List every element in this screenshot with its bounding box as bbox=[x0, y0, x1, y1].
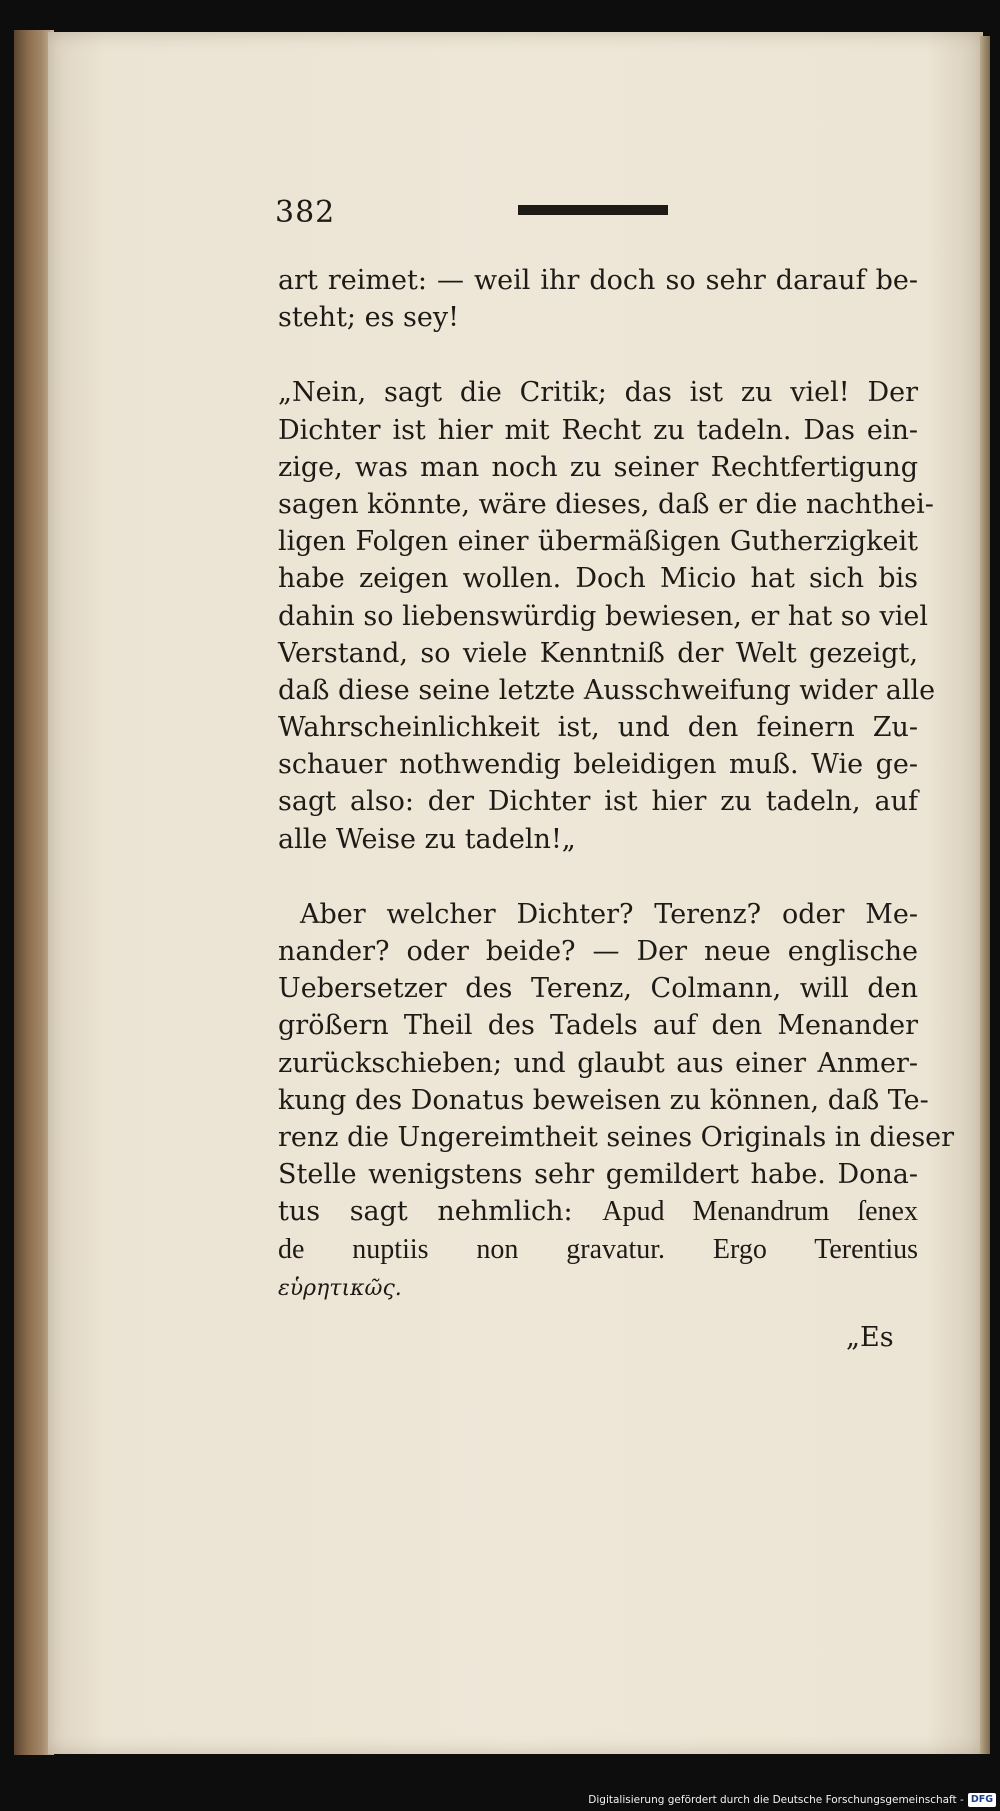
text-line: Wahrscheinlichkeit ist, und den feinern Zu- bbox=[278, 712, 918, 744]
latin-quote: de nuptiis non gravatur. Ergo Terentius bbox=[278, 1233, 918, 1265]
text-line: größern Theil des Tadels auf den Menander bbox=[278, 1010, 918, 1042]
text-line: „Nein, sagt die Critik; das ist zu viel! Der bbox=[278, 377, 918, 409]
page-right-edge bbox=[980, 36, 990, 1754]
text-line: zige, was man noch zu seiner Rechtfertigung bbox=[278, 451, 918, 483]
text-line: art reimet: — weil ihr doch so sehr darauf be- bbox=[278, 265, 918, 296]
mixed-text-line bbox=[278, 1231, 918, 1268]
text-line: habe zeigen wollen. Doch Micio hat sich bis bbox=[278, 563, 918, 595]
fraktur-fragment: tus sagt nehmlich: bbox=[278, 1196, 573, 1228]
greek-word: εὑρητικῶς. bbox=[278, 1275, 402, 1301]
text-line: alle Weise zu tadeln!„ bbox=[278, 823, 576, 855]
text-line: Uebersetzer des Terenz, Colmann, will den bbox=[278, 973, 918, 1005]
text-line: renz die Ungereimtheit seines Originals in dieser bbox=[278, 1121, 955, 1153]
text-line: Verstand, so viele Kenntniß der Welt gezeigt, bbox=[278, 637, 918, 669]
paragraph-gap bbox=[278, 858, 918, 896]
page-number: 382 bbox=[275, 195, 336, 230]
text-line: daß diese seine letzte Ausschweifung wider alle bbox=[278, 674, 936, 706]
mixed-text-line bbox=[278, 1193, 918, 1230]
text-line: Stelle wenigstens sehr gemildert habe. Dona- bbox=[278, 1159, 918, 1191]
text-line: zurückschieben; und glaubt aus einer Anmer- bbox=[278, 1047, 918, 1079]
text-line: nander? oder beide? — Der neue englische bbox=[278, 936, 918, 967]
text-line: Dichter ist hier mit Recht zu tadeln. Das ein- bbox=[278, 414, 918, 446]
credit-text: Digitalisierung gefördert durch die Deutsche Forschungsgemeinschaft - bbox=[588, 1794, 964, 1806]
text-line: sagt also: der Dichter ist hier zu tadeln, auf bbox=[278, 786, 918, 818]
text-line: kung des Donatus beweisen zu können, daß Te- bbox=[278, 1084, 929, 1116]
text-line: ligen Folgen einer übermäßigen Gutherzigkeit bbox=[278, 526, 918, 558]
text-line: Aber welcher Dichter? Terenz? oder Me- bbox=[300, 898, 918, 930]
latin-quote: Apud Menandrum ſenex bbox=[602, 1196, 918, 1228]
text-line: dahin so liebenswürdig bewiesen, er hat so viel bbox=[278, 600, 928, 632]
header-rule bbox=[518, 205, 668, 215]
body-text bbox=[278, 262, 955, 1305]
catchword: „Es bbox=[846, 1322, 894, 1353]
paragraph-gap bbox=[278, 336, 918, 374]
text-line: schauer nothwendig beleidigen muß. Wie ge- bbox=[278, 749, 918, 781]
greek-text-line bbox=[278, 1268, 918, 1305]
digitization-credit bbox=[588, 1793, 996, 1807]
text-line: sagen könnte, wäre dieses, daß er die nachthei- bbox=[278, 488, 934, 520]
dfg-logo-icon: DFG bbox=[968, 1793, 996, 1807]
text-line: steht; es sey! bbox=[278, 302, 459, 334]
